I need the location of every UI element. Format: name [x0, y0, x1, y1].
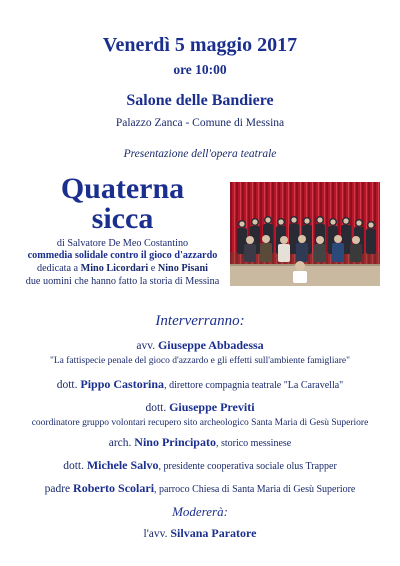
speaker-title: padre	[44, 483, 74, 495]
play-tribute: due uomini che hanno fatto la storia di Messina	[25, 276, 220, 287]
play-subtitle: commedia solidale contro il gioco d'azzardo	[27, 250, 218, 261]
speaker-title: avv.	[136, 340, 158, 352]
speaker-item	[0, 336, 400, 366]
venue-title: Salone delle Bandiere	[126, 92, 274, 109]
event-date: Venerdì 5 maggio 2017	[102, 34, 298, 56]
speaker-name: Roberto Scolari	[73, 481, 155, 495]
speaker-role: , storico messinese	[215, 438, 292, 449]
dedicatee-2: Nino Pisani	[157, 263, 208, 274]
speaker-item	[0, 375, 400, 393]
presentation-line: Presentazione dell'opera teatrale	[123, 148, 277, 160]
speaker-item	[0, 479, 400, 497]
cast-group-photo-graphic	[230, 182, 380, 286]
speakers-heading: Interverranno:	[155, 313, 245, 329]
speaker-title: arch.	[108, 437, 135, 449]
speaker-role: "La fattispecie penale del gioco d'azzardo e gli effetti sull'ambiente famigliare"	[49, 356, 351, 366]
speaker-item	[0, 398, 400, 428]
speaker-title: dott.	[63, 460, 87, 472]
play-dedication	[20, 263, 225, 274]
speaker-role: , parroco Chiesa di Santa Maria di Gesù Superiore	[154, 484, 356, 495]
event-time: ore 10:00	[173, 62, 227, 77]
speaker-name: Giuseppe Previti	[169, 400, 255, 414]
moderator-heading: Modererà:	[172, 504, 228, 519]
dedication-and: e	[148, 263, 158, 274]
speaker-title: dott.	[56, 379, 81, 391]
speaker-item	[0, 456, 400, 474]
moderator-title: l'avv.	[143, 528, 171, 540]
moderator-item	[0, 524, 400, 542]
speaker-name: Nino Principato	[134, 435, 216, 449]
play-title-line2: sicca	[91, 202, 154, 235]
moderator-name: Silvana Paratore	[170, 526, 257, 540]
speaker-name: Pippo Castorina	[80, 377, 165, 391]
play-title	[20, 174, 225, 234]
speaker-title: dott.	[145, 402, 170, 414]
venue-subtitle: Palazzo Zanca - Comune di Messina	[115, 117, 285, 129]
play-author: di Salvatore De Meo Costantino	[56, 238, 189, 249]
speaker-name: Michele Salvo	[86, 458, 159, 472]
speaker-role: coordinatore gruppo volontari recupero sito archeologico Santa Maria di Gesù Superiore	[31, 418, 369, 428]
dedicatee-1: Mino Licordari	[80, 263, 149, 274]
dedication-prefix: dedicata a	[37, 263, 81, 274]
speaker-item	[0, 433, 400, 451]
cast-group-photo	[230, 182, 380, 286]
speaker-role: , presidente cooperativa sociale olus Trapper	[158, 461, 337, 472]
play-title-line1: Quaterna	[60, 172, 185, 205]
speaker-role: , direttore compagnia teatrale "La Caravella"	[164, 380, 344, 391]
speaker-name: Giuseppe Abbadessa	[157, 338, 264, 352]
